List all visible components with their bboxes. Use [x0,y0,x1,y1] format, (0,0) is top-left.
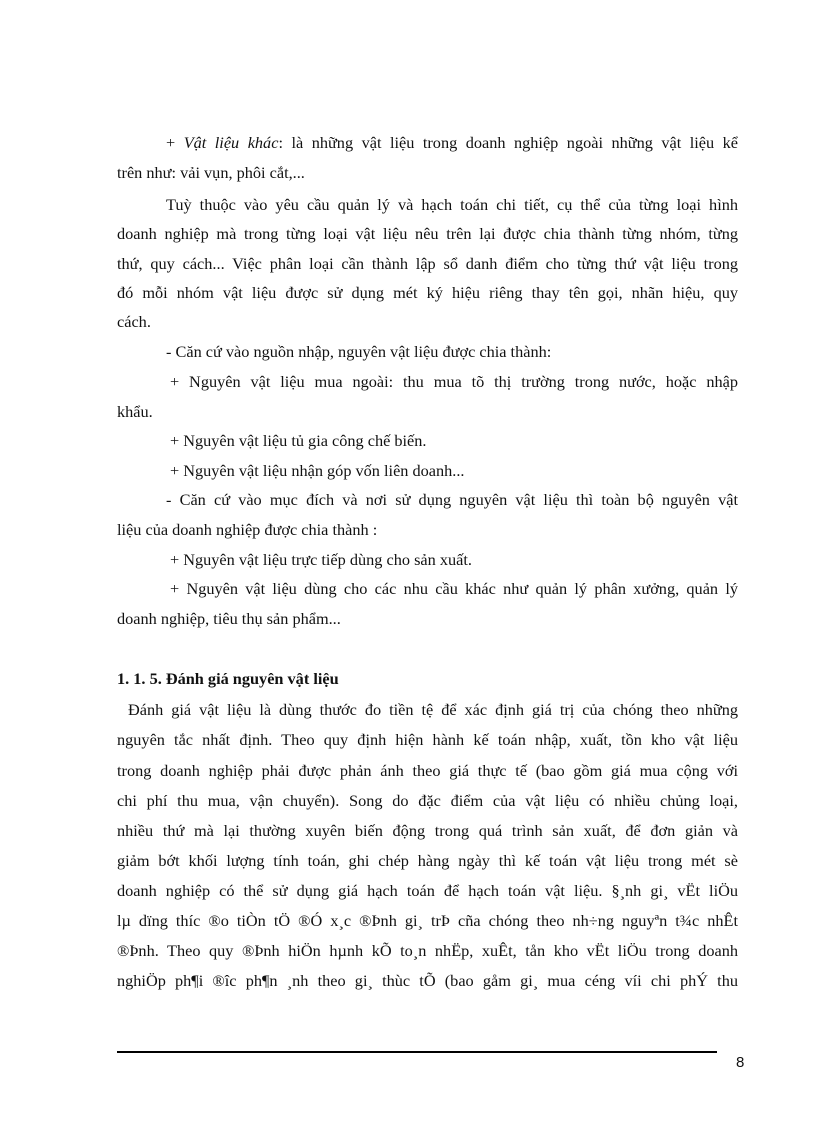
paragraph-line: đó mỗi nhóm vật liệu được sử dụng mét ký hiệu riêng thay tên gọi, nhãn hiệu, quy [117,283,738,302]
paragraph-line: liệu của doanh nghiệp được chia thành : [117,520,378,539]
paragraph-line: doanh nghiệp mà trong từng loại vật liệu nêu trên lại được chia thành từng nhóm, từng [117,224,738,243]
line-prefix: + [166,133,184,152]
paragraph-line: trong doanh nghiệp phải được phản ánh theo giá thực tế (bao gồm giá mua cộng với [117,761,738,780]
italic-term: Vật liệu khác [183,133,279,152]
paragraph-line: chi phí thu mua, vận chuyển). Song do đặc điểm của vật liệu có nhiều chủng loại, [117,791,738,810]
section-heading: 1. 1. 5. Đánh giá nguyên vật liệu [117,669,339,688]
paragraph-line: giảm bớt khối lượng tính toán, ghi chép hàng ngày thì kế toán vật liệu trong mét sè [117,851,738,870]
paragraph-line: + Nguyên vật liệu tủ gia công chế biến. [170,431,427,450]
paragraph-line: lµ dïng thíc ®o tiÒn tÖ ®Ó x¸c ®Þnh gi¸ trÞ cña chóng theo nh÷ng nguyªn t¾c nhÊt [117,911,738,930]
paragraph-line: - Căn cứ vào nguồn nhập, nguyên vật liệu được chia thành: [166,342,552,361]
footer-rule [117,1051,717,1053]
paragraph-line: nguyên tắc nhất định. Theo quy định hiện hành kế toán nhập, xuất, tồn kho vật liệu [117,730,738,749]
paragraph-line: doanh nghiệp có thể sử dụng giá hạch toán để hạch toán vật liệu. §¸nh gi¸ vËt liÖu [117,881,738,900]
page-number: 8 [736,1054,745,1071]
paragraph-line: ®Þnh. Theo quy ®Þnh hiÖn hµnh kÕ to¸n nhËp, xuÊt, tån kho vËt liÖu trong doanh [117,941,738,960]
paragraph-line: trên như: vải vụn, phôi cắt,... [117,163,305,182]
paragraph-line: Tuỳ thuộc vào yêu cầu quản lý và hạch toán chi tiết, cụ thể của từng loại hình [166,195,738,214]
paragraph-line: thứ, quy cách... Việc phân loại cần thành lập sổ danh điểm cho từng thứ vật liệu trong [117,254,738,273]
paragraph-line: cách. [117,312,151,331]
paragraph-line: nhiều thứ mà lại thường xuyên biến động trong quá trình sản xuất, để đơn giản và [117,821,738,840]
paragraph-line [166,133,738,153]
paragraph-line: + Nguyên vật liệu nhận góp vốn liên doanh... [170,461,465,480]
paragraph-line: + Nguyên vật liệu dùng cho các nhu cầu khác như quản lý phân xưởng, quản lý [170,579,738,598]
paragraph-line: nghiÖp ph¶i ®îc ph¶n ¸nh theo gi¸ thùc tÕ (bao gåm gi¸ mua céng víi chi phÝ thu [117,971,738,990]
paragraph-line: + Nguyên vật liệu trực tiếp dùng cho sản xuất. [170,550,472,569]
line-rest: : là những vật liệu trong doanh nghiệp ngoài những vật liệu kể [278,133,738,152]
paragraph-line: doanh nghiệp, tiêu thụ sản phẩm... [117,609,341,628]
paragraph-line: - Căn cứ vào mục đích và nơi sử dụng nguyên vật liệu thì toàn bộ nguyên vật [166,490,738,509]
paragraph-line: Đánh giá vật liệu là dùng thước đo tiền tệ để xác định giá trị của chóng theo những [128,700,738,719]
paragraph-line: khẩu. [117,402,153,421]
paragraph-line: + Nguyên vật liệu mua ngoài: thu mua tõ thị trường trong nước, hoặc nhập [170,372,738,391]
